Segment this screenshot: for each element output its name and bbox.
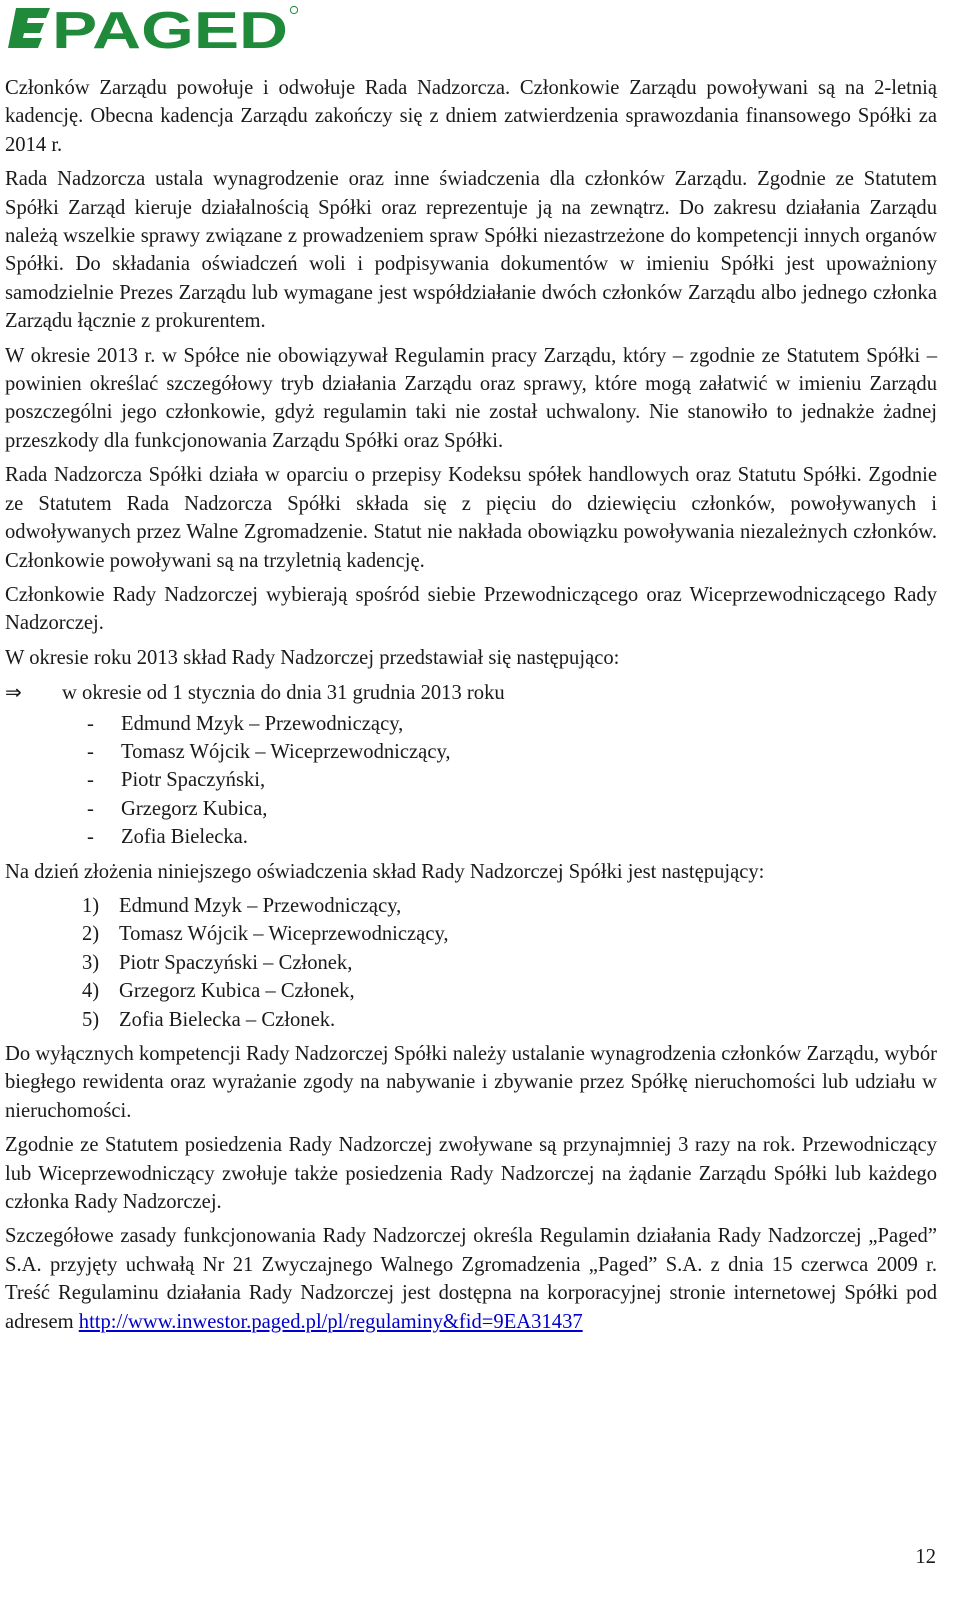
list-item: - Zofia Bielecka. <box>87 826 248 849</box>
board-current-list <box>5 892 937 1034</box>
list-item: - Edmund Mzyk – Przewodniczący, <box>87 712 404 735</box>
period-text: w okresie od 1 stycznia do dnia 31 grudnia 2013 roku <box>62 682 505 705</box>
list-item: - Grzegorz Kubica, <box>87 797 268 820</box>
period-heading <box>5 678 937 707</box>
logo-wordmark: PAGED <box>52 4 288 52</box>
list-item: 4) Grzegorz Kubica – Członek, <box>82 980 355 1003</box>
logo-mark <box>8 8 50 48</box>
paragraph: W okresie roku 2013 skład Rady Nadzorczej przedstawiał się następująco: <box>5 646 620 669</box>
paragraph: Zgodnie ze Statutem posiedzenia Rady Nadzorczej zwoływane są przynajmniej 3 razy na rok. Przewodniczący lub Wiceprzewodniczący zwołuje także posiedzenia Rady Nadzorczej na żądanie Zarządu Spółki lub każdego członka Rady Nadzorczej. <box>5 1134 937 1214</box>
paragraph: Członków Zarządu powołuje i odwołuje Rada Nadzorcza. Członkowie Zarządu powoływani są na 2-letnią kadencję. Obecna kadencja Zarządu zakończy się z dniem zatwierdzenia sprawozdania finansowego Spółki za 2014 r. <box>5 77 937 156</box>
paragraph: Na dzień złożenia niniejszego oświadczenia skład Rady Nadzorczej Spółki jest następujący: <box>5 860 765 883</box>
board-2013-list <box>5 710 937 852</box>
paragraph: Rada Nadzorcza ustala wynagrodzenie oraz inne świadczenia dla członków Zarządu. Zgodnie ze Statutem Spółki Zarząd kieruje działalnością Spółki oraz reprezentuje ją na zewnątrz. Do zakresu działania Zarządu należą wszelkie sprawy związane z prowadzeniem spraw Spółki niezastrzeżone do kompetencji innych organów Spółki. Do składania oświadczeń woli i podpisywania dokumentów w imieniu Spółki jest upoważniony samodzielnie Prezes Zarządu lub wymagane jest współdziałanie dwóch członków Zarządu albo jednego członka Zarządu łącznie z prokurentem. <box>5 168 937 333</box>
double-arrow-icon: ⇒ <box>5 680 22 705</box>
list-item: 2) Tomasz Wójcik – Wiceprzewodniczący, <box>82 923 449 946</box>
paragraph: Członkowie Rady Nadzorczej wybierają spośród siebie Przewodniczącego oraz Wiceprzewodniczącego Rady Nadzorczej. <box>5 583 937 635</box>
paragraph <box>5 1222 937 1336</box>
list-item: 1) Edmund Mzyk – Przewodniczący, <box>82 894 402 917</box>
paragraph: Rada Nadzorcza Spółki działa w oparciu o przepisy Kodeksu spółek handlowych oraz Statutu Spółki. Zgodnie ze Statutem Rada Nadzorcza Spółki składa się z pięciu do dziewięciu członków, powoływanych i odwoływanych przez Walne Zgromadzenie. Statut nie nakłada obowiązku powoływania niezależnych członków. Członkowie powoływani są na trzyletnią kadencję. <box>5 464 937 572</box>
regulation-text: Szczegółowe zasady funkcjonowania Rady Nadzorczej określa Regulamin działania Rady Nadzorczej „Paged” S.A. przyjęty uchwałą Nr 21 Zwyczajnego Walnego Zgromadzenia „Paged” S.A. z dnia 15 czerwca 2009 r. Treść Regulaminu działania Rady Nadzorczej jest dostępna na korporacyjnej stronie internetowej Spółki pod adresem <box>5 1225 937 1333</box>
paged-logo <box>8 4 298 52</box>
registered-mark <box>290 6 297 13</box>
regulation-link[interactable]: http://www.inwestor.paged.pl/pl/regulaminy&fid=9EA31437 <box>78 1310 583 1333</box>
page-number: 12 <box>915 1546 936 1568</box>
list-item: 5) Zofia Bielecka – Członek. <box>82 1008 336 1031</box>
list-item: - Piotr Spaczyński, <box>87 769 266 792</box>
document-body <box>5 74 937 1342</box>
list-item: - Tomasz Wójcik – Wiceprzewodniczący, <box>87 740 451 763</box>
paragraph: W okresie 2013 r. w Spółce nie obowiązywał Regulamin pracy Zarządu, który – zgodnie ze Statutem Spółki – powinien określać szczegółowy tryb działania Zarządu oraz sprawy, które mogą załatwić w imieniu Zarządu poszczególni jego członkowie, gdyż regulamin taki nie został uchwalony. Nie stanowiło to jednakże żadnej przeszkody dla funkcjonowania Zarządu Spółki oraz Spółki. <box>5 344 937 452</box>
paragraph: Do wyłącznych kompetencji Rady Nadzorczej Spółki należy ustalanie wynagrodzenia członków Zarządu, wybór biegłego rewidenta oraz wyrażanie zgody na nabywanie i zbywanie przez Spółkę nieruchomości lub udziału w nieruchomości. <box>5 1043 937 1122</box>
list-item: 3) Piotr Spaczyński – Członek, <box>82 951 353 974</box>
